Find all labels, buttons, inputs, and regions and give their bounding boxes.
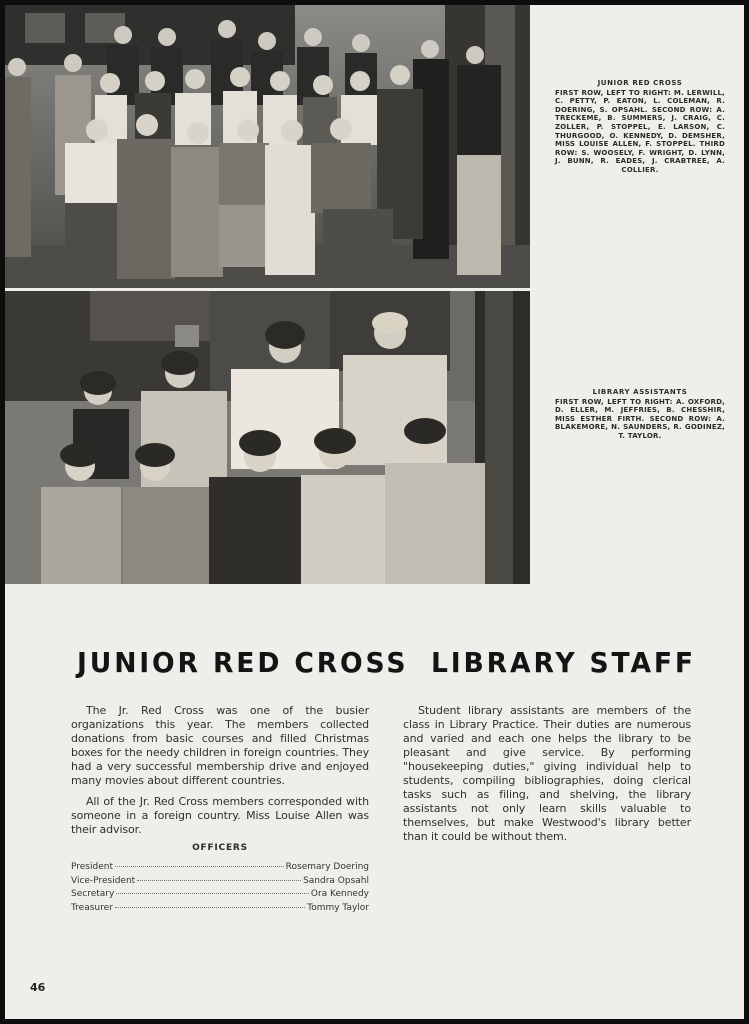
officer-role: Secretary [71, 889, 115, 899]
yearbook-page [5, 5, 744, 1019]
officer-role: President [71, 862, 113, 872]
caption-title: LIBRARY ASSISTANTS [592, 388, 688, 396]
officers-title: OFFICERS [192, 843, 248, 853]
officer-row [71, 875, 369, 889]
officer-row [71, 888, 369, 902]
library-staff-article [403, 704, 691, 844]
library-assistants-caption [555, 388, 725, 441]
junior-red-cross-caption [555, 79, 725, 175]
junior-red-cross-photo [5, 5, 530, 288]
officer-role: Vice-President [71, 875, 136, 886]
paragraph: All of the Jr. Red Cross members corresponded with someone in a foreign country. Miss Louise Allen was their advisor. [71, 795, 369, 836]
officer-name: Sandra Opsahl [303, 875, 369, 886]
library-assistants-photo [5, 291, 530, 584]
officer-role: Treasurer [71, 902, 113, 913]
dot-leader [116, 893, 309, 894]
dot-leader [115, 907, 305, 908]
officer-row [71, 861, 369, 875]
caption-names: FIRST ROW, LEFT TO RIGHT: A. OXFORD, D. ELLER, M. JEFFRIES, B. CHESSHIR, MISS ESTHER FIRTH. SECOND ROW: A. BLAKEMORE, N. SAUNDERS, R. GODINEZ, T. TAYLOR. [555, 397, 725, 440]
dot-leader [137, 880, 301, 881]
library-staff-heading: LIBRARY STAFF [431, 646, 696, 679]
officer-name: Tommy Taylor [307, 902, 369, 913]
caption-names: FIRST ROW, LEFT TO RIGHT: M. LERWILL, C. PETTY, P. EATON, L. COLEMAN, R. DOERING, S. OPSAHL. SECOND ROW: A. TRECKEME, B. SUMMERS, J. CRAIG, C. ZOLLER, P. STOPPEL, E. LARSON, C. THURGOOD, O. KENNEDY, D. DEMSHER, MISS LOUISE ALLEN, F. STOPPEL. THIRD ROW: S. WOOSELY, F. WRIGHT, D. LYNN, J. BUNN, R. EADES, J. CRABTREE, A. COLLIER. [555, 88, 725, 174]
page-number: 46 [30, 981, 46, 994]
caption-title: JUNIOR RED CROSS [597, 79, 683, 87]
paragraph: The Jr. Red Cross was one of the busier organizations this year. The members collected donations from basic courses and filled Christmas boxes for the needy children in foreign countries. They had a very successful membership drive and enjoyed many movies about different countries. [71, 704, 369, 787]
officers-list [71, 861, 369, 915]
officer-name: Ora Kennedy [310, 889, 369, 899]
group-photo-illustration [5, 5, 530, 288]
officer-name: Rosemary Doering [285, 862, 369, 872]
officer-row [71, 902, 369, 916]
paragraph: Student library assistants are members of the class in Library Practice. Their duties are numerous and varied and each one helps the library to be pleasant and give service. By performing "housekeeping duties," giving individual help to students, compiling bibliographies, doing clerical tasks such as filing, and shelving, the library assistants not only learn skills valuable to themselves, but make Westwood's library better than it could be without them. [403, 704, 691, 843]
group-photo-illustration [5, 291, 530, 584]
dot-leader [115, 866, 284, 867]
junior-red-cross-article [71, 704, 369, 837]
junior-red-cross-heading: JUNIOR RED CROSS [77, 646, 409, 679]
